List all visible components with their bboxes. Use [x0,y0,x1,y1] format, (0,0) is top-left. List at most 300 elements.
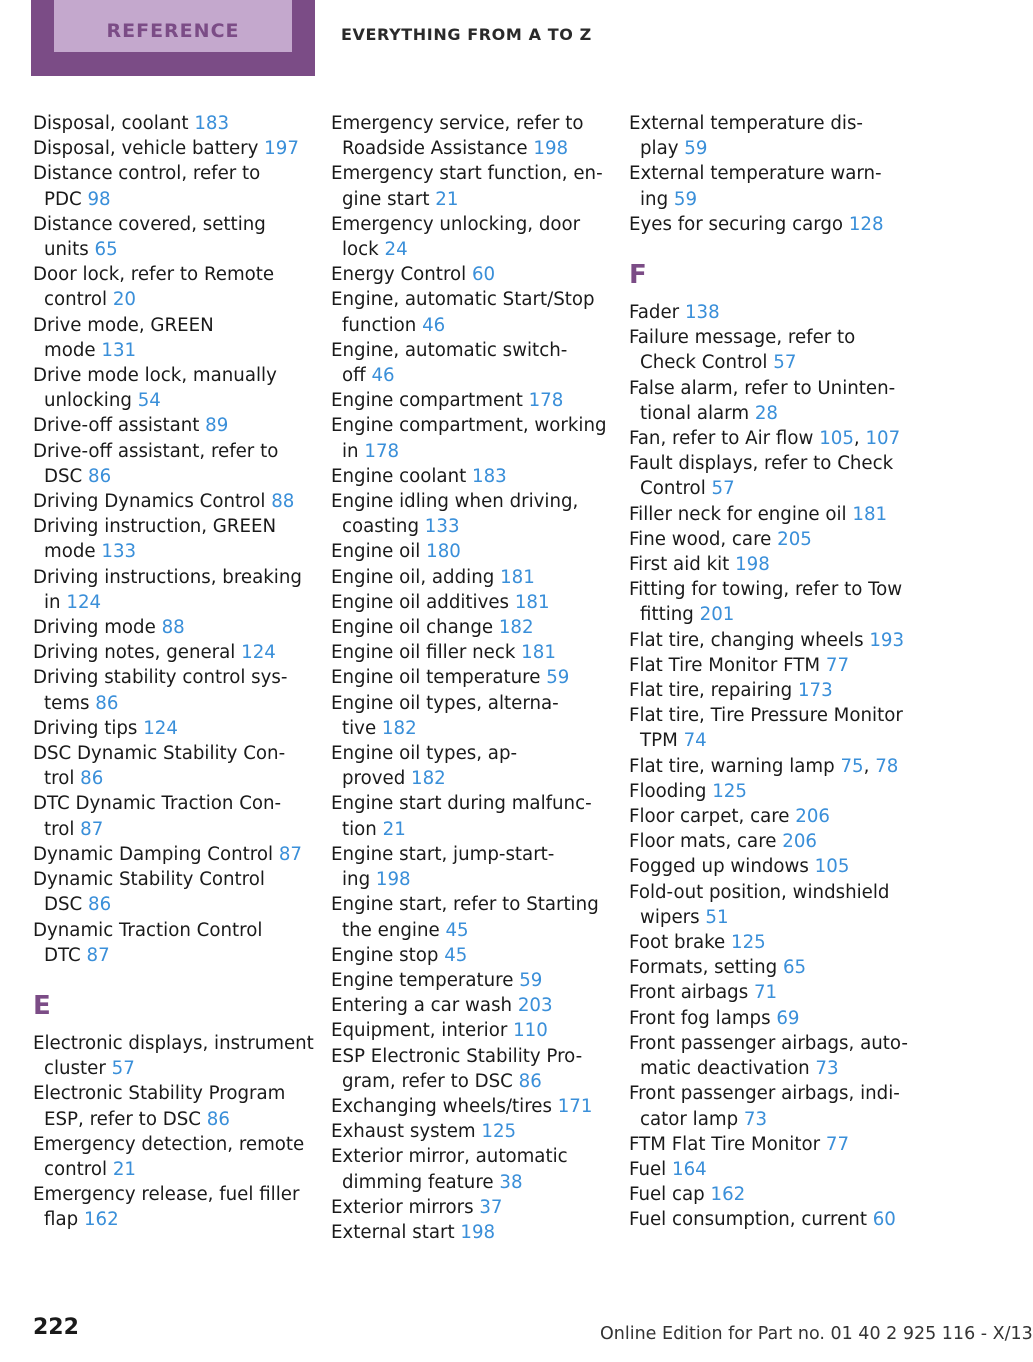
entry-text: Engine start during malfunc- [331,793,592,815]
entry-text: function [342,314,423,336]
entry-text: Engine start, refer to Starting [331,894,599,916]
entry-text: Exterior mirrors [331,1196,480,1218]
entry-text: unlocking [44,390,138,412]
entry-text: Emergency detection, remote [33,1133,305,1155]
index-entry [331,590,603,615]
entry-text: DSC Dynamic Stability Con- [33,743,286,765]
entry-text: Front passenger airbags, indi- [629,1083,900,1105]
page-reference-link[interactable]: 125 [481,1121,517,1143]
index-entry [331,665,603,690]
index-entry [331,1018,603,1043]
entry-text: Fault displays, refer to Check [629,453,894,475]
index-column-1 [33,111,314,1233]
page-reference-link[interactable]: 86 [88,894,112,916]
page-reference-link[interactable]: 46 [371,365,395,387]
entry-text: Engine oil change [331,617,499,639]
page-reference-link[interactable]: 182 [381,717,417,739]
page-reference-link[interactable]: 88 [271,491,295,513]
entry-text: Distance control, refer to [33,163,261,185]
entry-text: Exhaust system [331,1121,482,1143]
index-entry [331,212,603,262]
entry-text: TPM [640,730,684,752]
entry-text: dimming feature [342,1171,500,1193]
page-reference-link[interactable]: 65 [782,957,807,979]
page-reference-link[interactable]: 181 [500,566,535,588]
page-reference-link[interactable]: 86 [206,1108,230,1130]
index-entry [33,161,305,211]
page-reference-link[interactable]: 46 [422,314,446,336]
entry-text: FTM Flat Tire Monitor [629,1133,826,1155]
entry-text: Driving notes, general [33,642,242,664]
entry-text: cluster [44,1058,112,1080]
index-entry [629,376,904,426]
entry-text: Front passenger airbags, auto- [629,1032,908,1054]
index-entry [33,212,305,262]
page-reference-link[interactable]: 77 [825,654,850,676]
entry-text: Engine oil types, ap- [331,743,518,765]
entry-text: ESP Electronic Stability Pro- [331,1045,583,1067]
index-column-3 [629,111,908,1233]
index-entry [629,527,904,552]
entry-text: tional alarm [640,402,755,424]
entry-text: , [863,755,876,777]
page-reference-link[interactable]: 86 [80,768,104,790]
page-reference-link[interactable]: 98 [87,188,111,210]
page-reference-link[interactable]: 75 [840,755,864,777]
entry-text: Control [640,478,712,500]
index-entry [629,552,904,577]
entry-text: Equipment, interior [331,1020,514,1042]
page-reference-link[interactable]: 182 [411,768,446,790]
entry-text: DTC [44,944,87,966]
page-reference-link[interactable]: 162 [710,1184,746,1206]
entry-text: Emergency release, fuel filler [33,1184,300,1206]
entry-text: Driving stability control sys- [33,667,288,689]
index-entry [629,854,904,879]
page-reference-link[interactable]: 59 [546,667,570,689]
entry-text: Driving instruction, GREEN [33,516,277,538]
page-reference-link[interactable]: 162 [83,1209,119,1231]
index-entry [331,993,603,1018]
index-entry [629,779,904,804]
page-reference-link[interactable]: 133 [101,541,137,563]
entry-text: PDC [44,188,88,210]
entry-text: False alarm, refer to Uninten- [629,377,896,399]
edition-note: Online Edition for Part no. 01 40 2 925 116 - X/13 [600,1324,1033,1344]
index-entry [33,413,305,438]
index-entry [629,1182,904,1207]
entry-text: Engine coolant [331,465,473,487]
entry-text: in [342,440,365,462]
index-entry [331,1144,603,1194]
entry-text: DTC Dynamic Traction Con- [33,793,282,815]
index-entry [33,716,305,741]
entry-text: DSC [44,465,89,487]
entry-text: Drive-off assistant [33,415,206,437]
index-entry [331,388,603,413]
entry-text: trol [44,818,81,840]
index-entry [331,338,603,388]
page-reference-link[interactable]: 73 [743,1108,768,1130]
index-entry [629,451,904,501]
index-entry [331,489,603,539]
page-reference-link[interactable]: 86 [518,1070,542,1092]
page-reference-link[interactable]: 24 [384,239,408,261]
index-entry [629,703,904,753]
entry-text: Drive mode lock, manually [33,365,277,387]
page-reference-link[interactable]: 181 [852,503,888,525]
index-entry [331,1220,603,1245]
page-reference-link[interactable]: 178 [528,390,564,412]
entry-text: Engine oil temperature [331,667,547,689]
entry-text: the engine [342,919,446,941]
entry-text: Exterior mirror, automatic [331,1146,568,1168]
page-reference-link[interactable]: 138 [684,302,720,323]
page-reference-link[interactable]: 105 [819,428,854,450]
index-entry [629,212,904,237]
entry-text: Dynamic Traction Control [33,919,263,941]
entry-text: Engine stop [331,944,445,966]
index-entry [33,489,305,514]
index-entry [331,691,603,741]
index-entry [33,665,305,715]
page-reference-link[interactable]: 124 [241,642,276,664]
entry-text: mode [44,541,102,563]
page-reference-link[interactable]: 125 [731,932,766,954]
entry-text: Dynamic Damping Control [33,843,279,865]
index-entry [629,300,904,325]
entry-text: Fader [629,302,685,323]
page-reference-link[interactable]: 128 [848,213,884,235]
entry-text: play [640,138,685,160]
entry-text: gine start [342,188,436,210]
index-entry [629,1132,904,1157]
entry-text: Engine oil additives [331,591,515,613]
page-reference-link[interactable]: 60 [872,1209,896,1231]
entry-text: tion [342,818,383,840]
index-letter-heading: F [629,259,647,290]
index-entry [33,1132,305,1182]
page-reference-link[interactable]: 198 [460,1221,496,1243]
entry-text: Fuel [629,1158,673,1180]
page-reference-link[interactable]: 59 [673,188,698,210]
index-entry [629,577,904,627]
page-reference-link[interactable]: 180 [426,541,461,563]
entry-text: in [44,591,67,613]
entry-text: Roadside Assistance [342,138,534,160]
page-reference-link[interactable]: 78 [875,755,899,777]
page-reference-link[interactable]: 125 [712,780,747,802]
entry-text: Engine idling when driving, [331,491,579,513]
index-entry [331,842,603,892]
page-reference-link[interactable]: 60 [471,264,496,286]
entry-text: Fuel consumption, current [629,1209,873,1231]
page-reference-link[interactable]: 28 [754,402,778,424]
page-reference-link[interactable]: 89 [205,415,229,437]
entry-text: tive [342,717,382,739]
entry-text: cator lamp [640,1108,744,1130]
index-entry [33,640,305,665]
page-reference-link[interactable]: 77 [825,1133,850,1155]
index-entry [331,1044,603,1094]
page-reference-link[interactable]: 181 [521,642,556,664]
page-reference-link[interactable]: 183 [194,113,230,134]
page-reference-link[interactable]: 183 [472,465,507,487]
entry-text: gram, refer to DSC [342,1070,519,1092]
index-entry [33,439,305,489]
page-reference-link[interactable]: 21 [435,188,459,210]
index-entry [629,1006,904,1031]
index-entry [331,1094,603,1119]
entry-text: Engine compartment, working [331,415,607,437]
page-reference-link[interactable]: 74 [683,730,707,752]
page-number: 222 [33,1315,79,1340]
entry-text: Drive-off assistant, refer to [33,440,279,462]
chapter-title: EVERYTHING FROM A TO Z [341,25,592,44]
page-reference-link[interactable]: 59 [519,969,543,991]
entry-text: ing [342,869,376,891]
page-reference-link[interactable]: 87 [80,818,104,840]
entry-text: Driving tips [33,717,144,739]
page-reference-link[interactable]: 203 [517,995,553,1017]
entry-text: flap [44,1209,84,1231]
page-reference-link[interactable]: 86 [88,465,112,487]
page-reference-link[interactable]: 164 [672,1158,707,1180]
entry-text: Electronic Stability Program [33,1083,286,1105]
page-reference-link[interactable]: 86 [95,692,119,714]
page-reference-link[interactable]: 69 [776,1007,800,1029]
index-entry [629,930,904,955]
entry-text: Flooding [629,780,713,802]
entry-text: Emergency unlocking, door [331,213,581,235]
entry-text: wipers [640,906,706,928]
entry-text: DSC [44,894,89,916]
index-entry [331,1195,603,1220]
index-entry [629,880,904,930]
entry-text: Flat tire, repairing [629,680,798,702]
entry-text: ing [640,188,674,210]
page-reference-link[interactable]: 65 [94,239,118,261]
page-reference-link[interactable]: 57 [711,478,735,500]
index-entry [331,262,603,287]
page-reference-link[interactable]: 105 [814,856,850,878]
page-reference-link[interactable]: 71 [753,982,778,1004]
page-reference-link[interactable]: 107 [865,428,901,450]
entry-text: Dynamic Stability Control [33,869,265,891]
entry-text: Drive mode, GREEN [33,314,214,336]
entry-text: Distance covered, setting [33,213,266,235]
index-entry [331,943,603,968]
page-reference-link[interactable]: 205 [777,528,812,550]
index-entry [331,1119,603,1144]
entry-text: Fogged up windows [629,856,815,878]
page-reference-link[interactable]: 206 [795,806,830,828]
index-entry [629,829,904,854]
page-reference-link[interactable]: 133 [424,516,460,538]
index-entry [629,325,904,375]
entry-text: Eyes for securing cargo [629,213,849,235]
index-entry [33,615,305,640]
index-entry [33,262,305,312]
page-reference-link[interactable]: 173 [797,680,833,702]
index-entry [629,1157,904,1182]
page-reference-link[interactable]: 21 [112,1158,136,1180]
index-entry [331,968,603,993]
page-reference-link[interactable]: 59 [684,138,708,160]
index-entry [331,565,603,590]
index-entry [629,653,904,678]
entry-text: Engine start, jump-start- [331,843,555,865]
entry-text: lock [342,239,385,261]
page-reference-link[interactable]: 88 [161,617,185,639]
page-reference-link[interactable]: 57 [773,352,797,374]
entry-text: Engine oil types, alterna- [331,692,559,714]
page-reference-link[interactable]: 87 [278,843,302,865]
index-entry [331,539,603,564]
entry-text: , [853,428,866,450]
page-reference-link[interactable]: 73 [815,1058,839,1080]
entry-text: Engine, automatic switch- [331,339,568,361]
index-entry [33,842,305,867]
page-reference-link[interactable]: 51 [705,906,729,928]
entry-text: Engine oil [331,541,427,563]
entry-text: mode [44,339,102,361]
entry-text: External temperature dis- [629,113,863,134]
entry-text: External temperature warn- [629,163,882,185]
page-reference-link[interactable]: 20 [112,289,136,311]
page-reference-link[interactable]: 171 [557,1095,593,1117]
page-reference-link[interactable]: 110 [513,1020,548,1042]
entry-text: Emergency start function, en- [331,163,603,185]
page-reference-link[interactable]: 38 [499,1171,523,1193]
entry-text: Engine oil, adding [331,566,501,588]
entry-text: Engine compartment [331,390,529,412]
index-entry [629,161,904,211]
index-entry [629,804,904,829]
index-entry [629,1081,904,1131]
index-entry [629,955,904,980]
page-reference-link[interactable]: 45 [445,919,469,941]
page-reference-link[interactable]: 54 [137,390,161,412]
index-entry [629,678,904,703]
index-entry [33,136,305,161]
entry-text: Entering a car wash [331,995,518,1017]
entry-text: Electronic displays, instrument [33,1032,314,1054]
page-reference-link[interactable]: 198 [533,138,569,160]
index-entry [331,161,603,211]
index-column-2 [331,111,607,1245]
page-reference-link[interactable]: 206 [782,831,817,853]
entry-text: Door lock, refer to Remote [33,264,275,286]
page-reference-link[interactable]: 181 [514,591,550,613]
index-entry [33,791,305,841]
page-reference-link[interactable]: 182 [498,617,534,639]
entry-text: tems [44,692,96,714]
entry-text: fitting [640,604,700,626]
entry-text: Driving mode [33,617,162,639]
index-entry [33,313,305,363]
page-reference-link[interactable]: 37 [479,1196,503,1218]
entry-text: Flat tire, changing wheels [629,629,870,651]
index-entry [629,111,904,161]
entry-text: trol [44,768,81,790]
index-entry [629,426,904,451]
index-entry [629,628,904,653]
entry-text: off [342,365,372,387]
entry-text: Floor mats, care [629,831,783,853]
entry-text: External start [331,1221,461,1243]
entry-text: Fine wood, care [629,528,778,550]
page-reference-link[interactable]: 45 [444,944,468,966]
entry-text: Exchanging wheels/tires [331,1095,558,1117]
entry-text: Formats, setting [629,957,783,979]
page-reference-link[interactable]: 57 [111,1058,135,1080]
page-reference-link[interactable]: 201 [699,604,735,626]
index-entry [331,640,603,665]
index-entry [629,502,904,527]
index-entry [331,892,603,942]
page-reference-link[interactable]: 198 [735,554,770,576]
entry-text: Driving Dynamics Control [33,491,272,513]
entry-text: matic deactivation [640,1058,816,1080]
page-reference-link[interactable]: 197 [264,138,299,160]
entry-text: Flat Tire Monitor FTM [629,654,826,676]
index-entry [33,918,305,968]
entry-text: Disposal, vehicle battery [33,138,265,160]
entry-text: proved [342,768,412,790]
entry-text: Front fog lamps [629,1007,777,1029]
entry-text: Fuel cap [629,1184,711,1206]
index-entry [331,287,603,337]
page-reference-link[interactable]: 198 [375,869,411,891]
entry-text: Failure message, refer to [629,327,856,349]
index-entry [33,565,305,615]
page-reference-link[interactable]: 124 [66,591,102,613]
index-entry [331,413,607,463]
entry-text: Engine oil filler neck [331,642,522,664]
entry-text: Fan, refer to Air flow [629,428,820,450]
index-entry [629,1207,904,1232]
entry-text: Engine temperature [331,969,520,991]
entry-text: Fold-out position, windshield [629,881,890,903]
entry-text: coasting [342,516,425,538]
entry-text: Emergency service, refer to [331,113,584,134]
index-entry [33,741,305,791]
index-entry [33,1081,305,1131]
index-entry [33,867,305,917]
entry-text: control [44,1158,113,1180]
section-label: REFERENCE [106,20,240,42]
entry-text: Driving instructions, breaking [33,566,302,588]
entry-text: Front airbags [629,982,754,1004]
index-entry [331,111,603,161]
page-reference-link[interactable]: 193 [869,629,905,651]
entry-text: Floor carpet, care [629,806,796,828]
index-letter-heading: E [33,990,51,1021]
entry-text: Flat tire, warning lamp [629,755,841,777]
index-entry [331,464,603,489]
entry-text: First aid kit [629,554,736,576]
index-entry [629,1031,908,1081]
page-reference-link[interactable]: 21 [382,818,406,840]
index-entry [629,980,904,1005]
entry-text: Fitting for towing, refer to Tow [629,579,903,601]
page-reference-link[interactable]: 131 [101,339,137,361]
page-reference-link[interactable]: 178 [364,440,400,462]
page-reference-link[interactable]: 87 [86,944,110,966]
index-entry [331,615,603,640]
page-reference-link[interactable]: 124 [143,717,178,739]
